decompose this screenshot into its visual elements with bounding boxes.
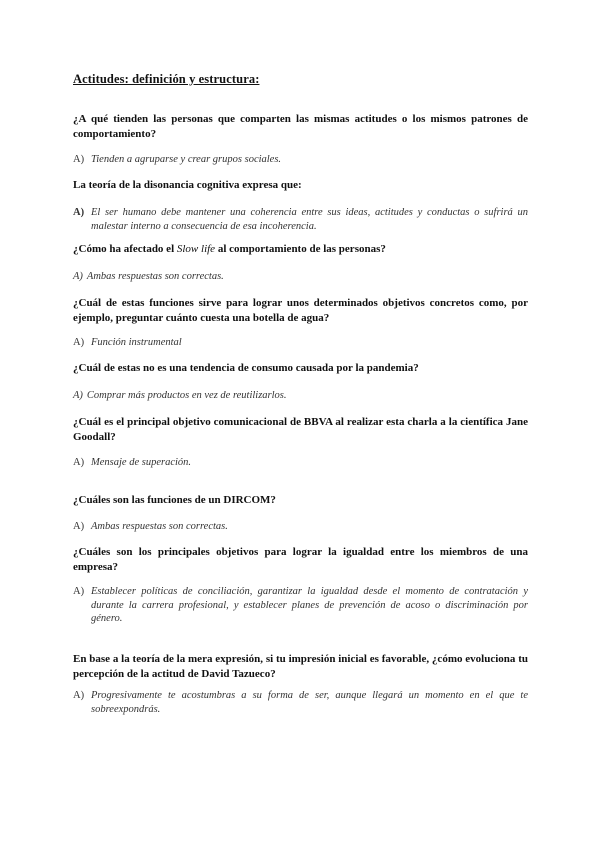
- question-3: [73, 242, 528, 257]
- answer-4: [73, 336, 528, 350]
- answer-marker: A): [73, 337, 85, 348]
- answer-6: [73, 456, 528, 470]
- answer-5: [73, 389, 528, 403]
- answer-text: Tienden a agruparse y crear grupos sociales.: [91, 154, 282, 165]
- question-2: La teoría de la disonancia cognitiva expresa que:: [73, 179, 302, 191]
- question-5: ¿Cuál de estas no es una tendencia de consumo causada por la pandemia?: [73, 362, 419, 374]
- answer-text: Comprar más productos en vez de reutilizarlos.: [86, 390, 287, 401]
- answer-marker: A): [73, 154, 85, 165]
- answer-text: Mensaje de superación.: [91, 457, 192, 468]
- answer-3: [73, 270, 528, 284]
- answer-marker: A): [73, 586, 85, 597]
- answer-marker: A): [73, 457, 85, 468]
- answer-text: Establecer políticas de conciliación, garantizar la igualdad desde el momento de contratación y durante la carrera profesional, y establecer planes de prevención de acoso o discriminación por género.: [91, 586, 528, 624]
- answer-text: El ser humano debe mantener una coherencia entre sus ideas, actitudes y conductas o sufrirá un malestar interno a consecuencia de esa incoherencia.: [91, 207, 528, 232]
- question-8: ¿Cuáles son los principales objetivos para lograr la igualdad entre los miembros de una empresa?: [73, 546, 528, 573]
- question-9: En base a la teoría de la mera expresión, si tu impresión inicial es favorable, ¿cómo evoluciona tu percepción de la actitud de David Tazueco?: [73, 653, 528, 680]
- answer-text: Función instrumental: [91, 337, 182, 348]
- answer-text: Progresivamente te acostumbras a su forma de ser, aunque llegará un momento en el que te sobreexpondrás.: [91, 690, 528, 715]
- question-italic-term: Slow life: [176, 243, 216, 255]
- answer-8: [73, 585, 528, 626]
- answer-text: Ambas respuestas son correctas.: [86, 271, 224, 282]
- question-1: ¿A qué tienden las personas que comparten las mismas actitudes o los mismos patrones de comportamiento?: [73, 113, 528, 140]
- answer-2: [73, 206, 528, 233]
- answer-marker: A): [73, 390, 83, 401]
- answer-marker: A): [73, 207, 85, 218]
- question-4: ¿Cuál de estas funciones sirve para lograr unos determinados objetivos concretos como, por ejemplo, preguntar cuánto cuesta una botella de agua?: [73, 297, 528, 324]
- answer-marker: A): [73, 690, 85, 701]
- answer-7: [73, 520, 528, 534]
- answer-9: [73, 689, 528, 716]
- answer-1: [73, 153, 528, 167]
- answer-marker: A): [73, 271, 83, 282]
- answer-text: Ambas respuestas son correctas.: [91, 521, 228, 532]
- question-text: ¿Cómo ha afectado el: [73, 243, 177, 255]
- question-6: ¿Cuál es el principal objetivo comunicacional de BBVA al realizar esta charla a la científica Jane Goodall?: [73, 416, 528, 443]
- question-7: ¿Cuáles son las funciones de un DIRCOM?: [73, 494, 276, 506]
- answer-marker: A): [73, 521, 85, 532]
- question-text: al comportamiento de las personas?: [215, 243, 386, 255]
- document-title: Actitudes: definición y estructura:: [73, 72, 260, 86]
